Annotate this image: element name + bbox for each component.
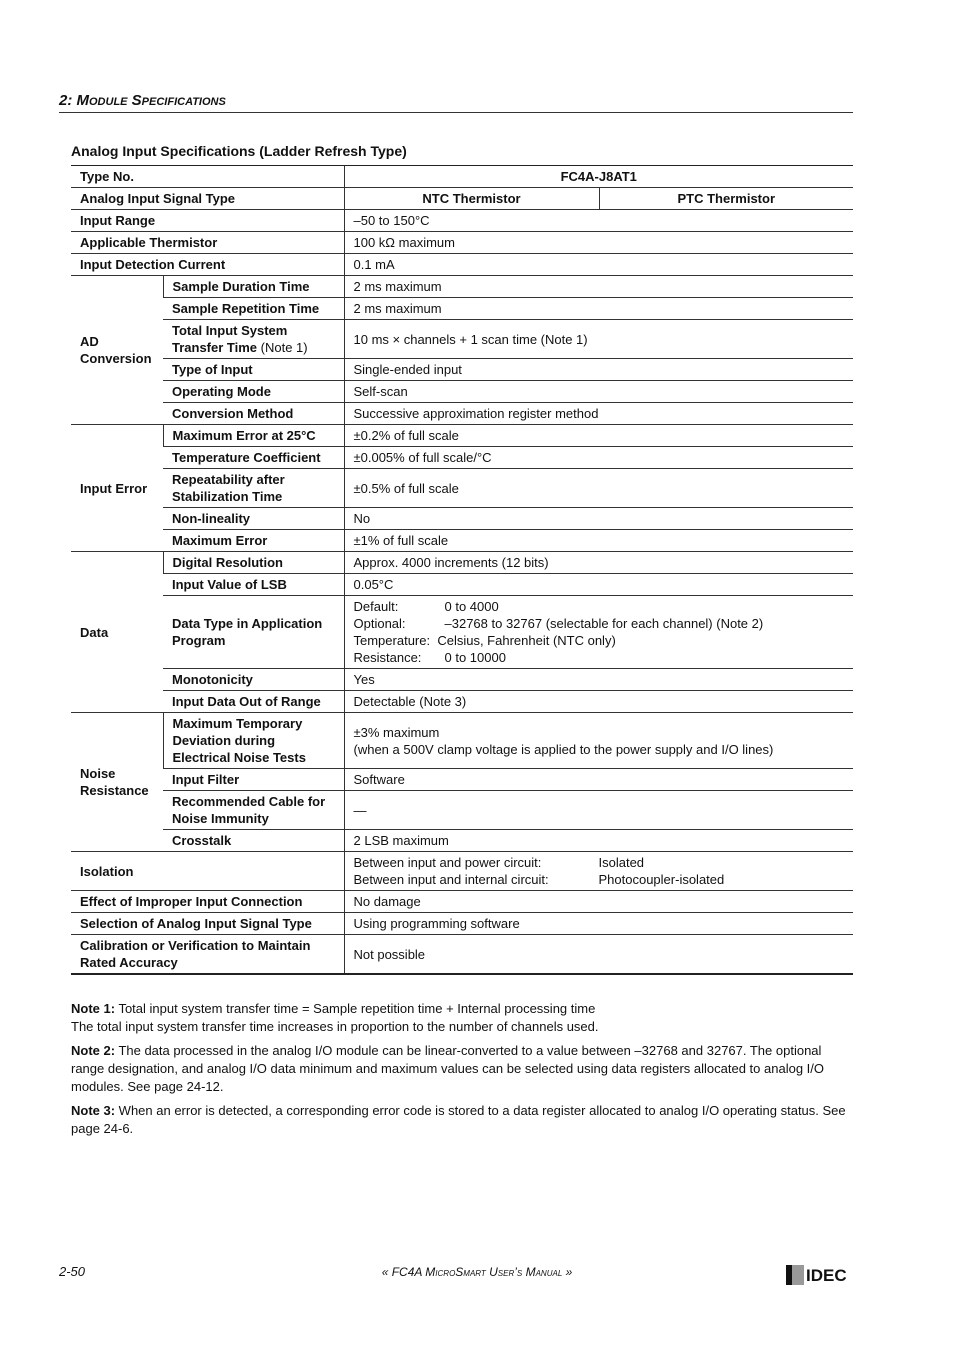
row-label: Monotonicity [163,669,344,691]
table-row [71,188,853,210]
row-value: Detectable (Note 3) [344,691,853,713]
logo-text: IDEC [806,1266,847,1285]
notes [71,1000,853,1144]
row-value: 0.05°C [344,574,853,596]
row-label: Total Input System Transfer Time (Note 1) [163,320,344,359]
row-label: Applicable Thermistor [71,232,344,254]
idec-logo [786,1264,854,1286]
row-value: 2 ms maximum [344,276,853,298]
table-row [71,669,853,691]
note-1: Note 1: Total input system transfer time = Sample repetition time + Internal processing time The total input system transfer time increases in proportion to the number of channels used. [71,1001,599,1034]
row-label: Sample Repetition Time [163,298,344,320]
row-label: Crosstalk [163,830,344,852]
table-row [71,425,853,447]
table-row [71,447,853,469]
table-row [71,508,853,530]
row-label: Recommended Cable for Noise Immunity [163,791,344,830]
spec-table [71,165,853,975]
row-label: Maximum Temporary Deviation during Electrical Noise Tests [163,713,344,769]
chapter-header: 2: Module Specifications [59,92,853,113]
table-row [71,166,853,188]
row-value: Software [344,769,853,791]
table-row [71,913,853,935]
row-value: Yes [344,669,853,691]
row-value: Not possible [344,935,853,975]
note-3: Note 3: When an error is detected, a corresponding error code is stored to a data register allocated to analog I/O operating status. See page 24-6. [71,1103,846,1136]
note-2: Note 2: The data processed in the analog I/O module can be linear-converted to a value between –32768 and 32767. The optional range designation, and analog I/O data minimum and maximum values can be selected using data registers allocated to analog I/O modules. See page 24-12. [71,1043,824,1094]
row-value: ±0.2% of full scale [344,425,853,447]
row-label: Input Range [71,210,344,232]
ntc-header: NTC Thermistor [344,188,599,210]
table-row [71,232,853,254]
row-value: No [344,508,853,530]
row-value: 2 LSB maximum [344,830,853,852]
table-row [71,596,853,669]
row-label: Digital Resolution [163,552,344,574]
page-number: 2-50 [59,1264,86,1279]
table-row [71,276,853,298]
row-value: ±1% of full scale [344,530,853,552]
type-no-value: FC4A-J8AT1 [344,166,853,188]
row-value: ±0.005% of full scale/°C [344,447,853,469]
row-label: Maximum Error [163,530,344,552]
row-value: Using programming software [344,913,853,935]
row-label: Type No. [71,166,344,188]
table-row [71,574,853,596]
row-label: Maximum Error at 25°C [163,425,344,447]
row-value: Single-ended input [344,359,853,381]
row-label: Input Filter [163,769,344,791]
table-row [71,530,853,552]
group-label-data: Data [71,552,163,713]
table-row [71,210,853,232]
table-row [71,713,853,769]
row-label: Input Data Out of Range [163,691,344,713]
group-label-noise: Noise Resistance [71,713,163,852]
row-value: Between input and power circuit: Isolated Between input and internal circuit: Photocoupler-isolated [344,852,853,891]
table-row [71,830,853,852]
row-value: 2 ms maximum [344,298,853,320]
row-label: Sample Duration Time [163,276,344,298]
table-row [71,403,853,425]
group-label-ad: AD Conversion [71,276,163,425]
table-row [71,359,853,381]
row-value: ±0.5% of full scale [344,469,853,508]
table-row [71,769,853,791]
row-label: Type of Input [163,359,344,381]
table-row [71,791,853,830]
row-label: Conversion Method [163,403,344,425]
table-row [71,935,853,975]
row-value: 100 kΩ maximum [344,232,853,254]
row-value: 0.1 mA [344,254,853,276]
row-value: Approx. 4000 increments (12 bits) [344,552,853,574]
table-row [71,552,853,574]
row-value: Default: 0 to 4000 Optional: –32768 to 32767 (selectable for each channel) (Note 2) Temperature: Celsius, Fahrenheit (NTC only) Resistance: 0 to 10000 [344,596,853,669]
table-row [71,852,853,891]
row-label: Isolation [71,852,344,891]
table-row [71,320,853,359]
group-label-error: Input Error [71,425,163,552]
row-label: Input Value of LSB [163,574,344,596]
row-value: 10 ms × channels + 1 scan time (Note 1) [344,320,853,359]
row-label: Input Detection Current [71,254,344,276]
manual-title: « FC4A MicroSmart User’s Manual » [381,1265,573,1279]
table-row [71,691,853,713]
row-label: Repeatability after Stabilization Time [163,469,344,508]
table-row [71,381,853,403]
table-row [71,254,853,276]
row-value: ±3% maximum (when a 500V clamp voltage is applied to the power supply and I/O lines) [344,713,853,769]
table-row [71,891,853,913]
row-label: Operating Mode [163,381,344,403]
row-label: Non-lineality [163,508,344,530]
section-title: Analog Input Specifications (Ladder Refresh Type) [71,143,407,159]
row-label: Calibration or Verification to Maintain Rated Accuracy [71,935,344,975]
row-label: Data Type in Application Program [163,596,344,669]
table-row [71,298,853,320]
row-value: Successive approximation register method [344,403,853,425]
row-value: –50 to 150°C [344,210,853,232]
row-label: Temperature Coefficient [163,447,344,469]
row-value: Self-scan [344,381,853,403]
ptc-header: PTC Thermistor [599,188,853,210]
row-value: No damage [344,891,853,913]
table-row [71,469,853,508]
row-value: — [344,791,853,830]
row-label: Effect of Improper Input Connection [71,891,344,913]
row-label: Selection of Analog Input Signal Type [71,913,344,935]
row-label: Analog Input Signal Type [71,188,344,210]
